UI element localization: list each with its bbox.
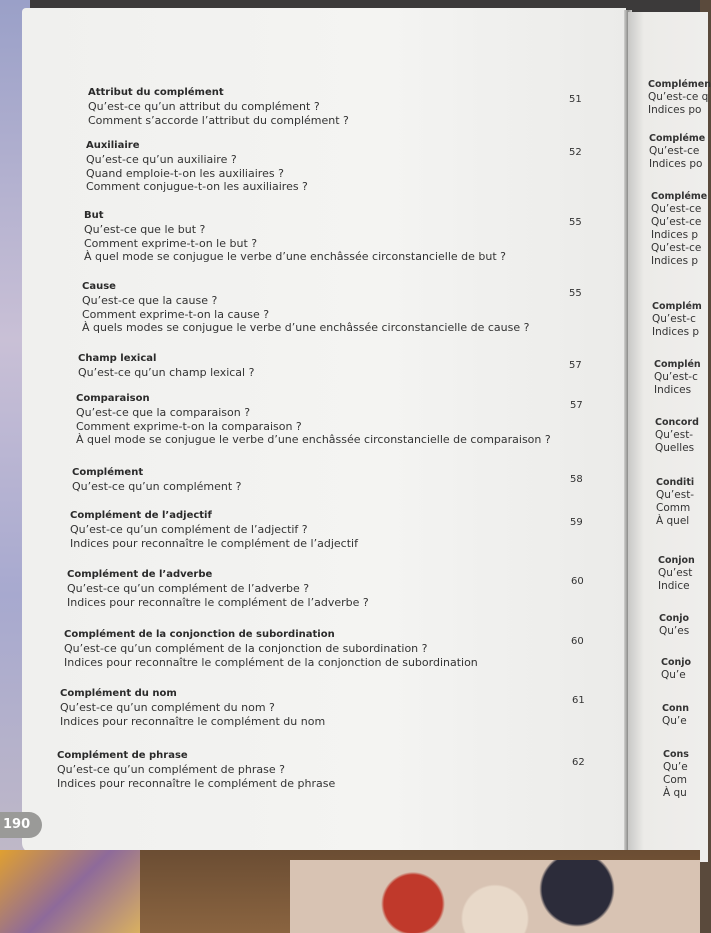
- entry-title: Conjo: [659, 613, 690, 624]
- page-number: 190: [0, 812, 42, 838]
- entry-line: Indice: [658, 580, 690, 592]
- entry-line: À qu: [663, 787, 687, 799]
- entry-line: Comment conjugue-t-on les auxiliaires ?: [86, 180, 308, 193]
- entry-line: Qu’est: [658, 567, 693, 579]
- entry-line: Qu’est-ce: [651, 242, 702, 254]
- entry-line: Qu’e: [662, 715, 687, 727]
- entry-line: À quel: [656, 515, 690, 527]
- entry-title: Complément de l’adverbe: [67, 569, 213, 580]
- entry-line: Quand emploie-t-on les auxiliaires ?: [86, 166, 284, 180]
- entry-title: Champ lexical: [78, 353, 157, 364]
- right-page-entry: [656, 476, 694, 528]
- entry-line: Indices pour reconnaître le complément de l’adverbe ?: [67, 595, 369, 609]
- entry-line: Comment s’accorde l’attribut du complément ?: [88, 113, 349, 127]
- entry-page-number: 58: [570, 474, 583, 485]
- entry-title: Cons: [663, 749, 689, 760]
- entry-line: Qu’e: [663, 761, 688, 773]
- entry-title: Compléme: [651, 191, 708, 202]
- entry-line: Indices p: [652, 326, 700, 338]
- right-page-entry: [649, 132, 705, 171]
- index-entry: [70, 509, 630, 550]
- entry-line: Qu’est-c: [654, 371, 698, 383]
- entry-title: Comparaison: [76, 393, 150, 404]
- index-entry: [78, 352, 638, 380]
- entry-line: Qu’est-ce que la cause ?: [82, 294, 218, 307]
- entry-line: Qu’est-: [655, 429, 694, 441]
- entry-title: Complément du nom: [60, 688, 177, 699]
- entry-line: Qu’est-ce q: [648, 91, 709, 103]
- entry-title: Complément de la conjonction de subordination: [64, 629, 335, 640]
- entry-line: À quel mode se conjugue le verbe d’une enchâssée circonstancielle de comparaison ?: [76, 433, 551, 446]
- right-page-entry: [655, 416, 699, 455]
- entry-title: Conjon: [658, 555, 695, 566]
- entry-line: Indices pour reconnaître le complément de l’adjectif: [70, 536, 358, 550]
- entry-title: Conditi: [656, 477, 695, 488]
- right-page-entry: [654, 358, 701, 397]
- index-entry: [64, 628, 624, 669]
- entry-title: Complémen: [648, 79, 711, 90]
- entry-page-number: 57: [570, 400, 583, 411]
- index-entry: [76, 392, 636, 447]
- background-table: [0, 850, 700, 933]
- entry-line: Qu’est-ce qu’un complément de la conjonction de subordination ?: [64, 642, 428, 655]
- right-page-entry: [658, 554, 695, 593]
- entry-line: À quel mode se conjugue le verbe d’une enchâssée circonstancielle de but ?: [84, 250, 507, 263]
- entry-line: Qu’est-ce qu’un complément ?: [72, 480, 242, 493]
- right-page-entry: [652, 300, 702, 339]
- entry-line: Qu’est-ce qu’un champ lexical ?: [78, 366, 255, 379]
- entry-title: Cause: [82, 281, 116, 292]
- index-entry: [67, 568, 627, 609]
- entry-line: Indices p: [651, 229, 699, 241]
- entry-line: Qu’est-ce qu’un attribut du complément ?: [88, 100, 320, 113]
- entry-title: Conn: [662, 703, 690, 714]
- right-page-entry: [659, 612, 689, 638]
- entry-line: Indices po: [648, 104, 702, 116]
- entry-title: Auxiliaire: [86, 140, 140, 151]
- right-page-entry: [663, 748, 689, 800]
- entry-title: Complément: [72, 467, 144, 478]
- entry-line: Indices p: [651, 255, 699, 267]
- entry-line: Com: [663, 774, 687, 786]
- entry-title: Complén: [654, 359, 701, 370]
- entry-line: Comment exprime-t-on le but ?: [84, 236, 258, 250]
- index-entry: [86, 139, 646, 194]
- entry-line: Qu’es: [659, 625, 690, 637]
- entry-line: Quelles: [655, 442, 695, 454]
- entry-line: Qu’est-ce: [649, 145, 700, 157]
- entry-title: Attribut du complément: [88, 87, 224, 98]
- entry-title: Complém: [652, 301, 702, 312]
- index-entry: [88, 86, 648, 127]
- entry-line: Indices: [654, 384, 692, 396]
- entry-line: Indices pour reconnaître le complément de la conjonction de subordination: [64, 655, 478, 669]
- entry-line: Qu’est-ce que le but ?: [84, 223, 206, 236]
- index-entry: [84, 209, 644, 264]
- entry-title: But: [84, 210, 104, 221]
- right-page-entry: [648, 78, 711, 117]
- background-cloth: [290, 860, 700, 933]
- entry-line: Qu’est-ce qu’un complément de phrase ?: [57, 763, 285, 776]
- entry-title: Complément de l’adjectif: [70, 510, 212, 521]
- entry-title: Compléme: [649, 133, 706, 144]
- entry-title: Concord: [655, 417, 699, 428]
- entry-line: Qu’est-ce qu’un complément du nom ?: [60, 701, 275, 714]
- index-entry: [72, 466, 632, 494]
- entry-line: Indices pour reconnaître le complément de phrase: [57, 776, 336, 790]
- entry-page-number: 60: [571, 576, 584, 587]
- entry-line: Qu’est-ce: [651, 203, 702, 215]
- entry-page-number: 57: [569, 360, 582, 371]
- entry-line: À quels modes se conjugue le verbe d’une enchâssée circonstancielle de cause ?: [82, 321, 530, 334]
- entry-line: Comment exprime-t-on la cause ?: [82, 307, 270, 321]
- entry-line: Comm: [656, 502, 691, 514]
- entry-line: Qu’est-ce que la comparaison ?: [76, 406, 251, 419]
- index-entry: [57, 749, 617, 790]
- entry-page-number: 59: [570, 517, 583, 528]
- entry-page-number: 60: [571, 636, 584, 647]
- entry-line: Qu’est-ce: [651, 216, 702, 228]
- right-page-entry: [661, 656, 691, 682]
- entry-title: Complément de phrase: [57, 750, 188, 761]
- index-entry: [60, 687, 620, 728]
- index-entry: [82, 280, 642, 335]
- entry-line: Indices pour reconnaître le complément du nom: [60, 714, 326, 728]
- entry-page-number: 51: [569, 94, 582, 105]
- entry-page-number: 62: [572, 757, 585, 768]
- entry-line: Indices po: [649, 158, 703, 170]
- entry-line: Qu’est-c: [652, 313, 696, 325]
- entry-line: Qu’est-ce qu’un complément de l’adjectif ?: [70, 523, 308, 536]
- right-page-entry: [651, 190, 707, 268]
- entry-line: Qu’est-: [656, 489, 695, 501]
- entry-page-number: 55: [569, 217, 582, 228]
- entry-line: Comment exprime-t-on la comparaison ?: [76, 419, 302, 433]
- entry-line: Qu’est-ce qu’un complément de l’adverbe ?: [67, 582, 310, 595]
- entry-line: Qu’e: [661, 669, 686, 681]
- entry-title: Conjo: [661, 657, 692, 668]
- right-page-entry: [662, 702, 689, 728]
- entry-page-number: 61: [572, 695, 585, 706]
- entry-page-number: 52: [569, 147, 582, 158]
- entry-line: Qu’est-ce qu’un auxiliaire ?: [86, 153, 237, 166]
- background-toy: [0, 850, 140, 933]
- entry-page-number: 55: [569, 288, 582, 299]
